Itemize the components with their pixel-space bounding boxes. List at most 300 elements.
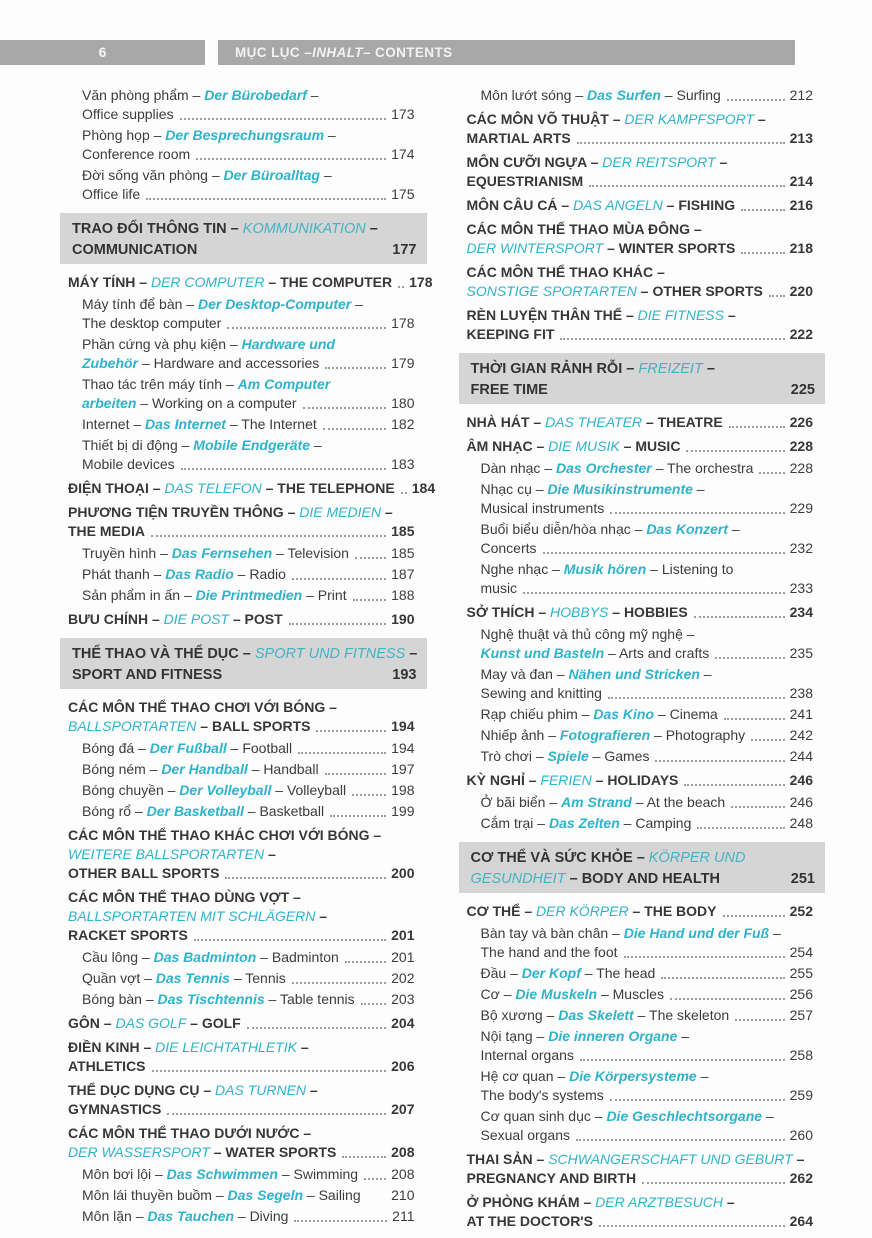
toc-entry-line xyxy=(481,644,814,663)
page-number: 180 xyxy=(391,395,415,411)
page-number: 194 xyxy=(391,718,415,734)
page-number: 225 xyxy=(790,382,815,398)
toc-entry xyxy=(60,1186,427,1205)
entry-text: – Tennis xyxy=(229,970,286,986)
entry-text: The hand and the foot xyxy=(480,944,618,960)
leader-dots xyxy=(303,407,387,409)
page-number: 185 xyxy=(391,523,415,539)
toc-entry-line xyxy=(82,948,415,967)
german-term: Das Badminton xyxy=(153,949,257,965)
entry-text: – The orchestra xyxy=(651,460,754,476)
page-number: 187 xyxy=(391,566,415,582)
entry-text: TRAO ĐỔI THÔNG TIN – xyxy=(72,221,243,237)
entry-text: THE MEDIA xyxy=(68,523,145,539)
german-term: arbeiten xyxy=(82,395,137,411)
page-number: 255 xyxy=(789,965,813,981)
entry-text: – xyxy=(380,504,393,520)
toc-entry-line xyxy=(467,413,814,432)
leader-dots xyxy=(227,327,386,329)
toc-entry xyxy=(60,698,427,736)
toc-entry-line xyxy=(82,1207,415,1226)
page-number: 211 xyxy=(392,1208,415,1224)
entry-text: CÁC MÔN THỂ THAO KHÁC CHƠI VỚI BÓNG – xyxy=(68,827,382,843)
entry-text: Cầu lông – xyxy=(82,949,154,965)
toc-entry xyxy=(459,625,826,663)
toc-entry-line xyxy=(481,1086,814,1105)
german-term: DAS TURNEN xyxy=(215,1082,307,1098)
toc-entry-line xyxy=(82,455,415,474)
page-number: 184 xyxy=(411,480,436,496)
entry-text: Bóng đá – xyxy=(82,740,150,756)
german-term: Der Fußball xyxy=(149,740,227,756)
entry-text: Môn lái thuyền buồm – xyxy=(82,1187,228,1203)
title-german: INHALT xyxy=(312,45,363,60)
german-term: Die Printmedien xyxy=(195,587,303,603)
entry-text: Đời sống văn phòng – xyxy=(82,167,224,183)
toc-entry xyxy=(459,747,826,766)
toc-entry-line xyxy=(82,990,415,1009)
toc-section-header xyxy=(60,638,427,689)
toc-entry-line xyxy=(467,153,814,172)
toc-entry-line xyxy=(471,379,816,400)
toc-entry-line xyxy=(68,1038,415,1057)
toc-entry xyxy=(60,1207,427,1226)
leader-dots xyxy=(401,492,407,494)
entry-text: Bóng chuyền – xyxy=(82,782,180,798)
german-term: DAS GOLF xyxy=(115,1015,187,1031)
german-term: Hardware und xyxy=(241,336,335,352)
german-term: Der Besprechungsraum xyxy=(165,127,325,143)
german-term: BALLSPORTARTEN MIT SCHLÄGERN xyxy=(68,908,316,924)
entry-text: Ở bãi biển – xyxy=(480,794,561,810)
toc-entry-line xyxy=(82,565,415,584)
leader-dots xyxy=(325,367,386,369)
toc-entry-line xyxy=(68,503,415,522)
entry-text: GÔN – xyxy=(68,1015,116,1031)
toc-entry-line xyxy=(481,579,814,598)
toc-column-left xyxy=(60,86,436,1234)
german-term: Das Internet xyxy=(145,416,226,432)
toc-entry xyxy=(60,781,427,800)
toc-entry-line xyxy=(467,110,814,129)
german-term: Spiele xyxy=(547,748,589,764)
leader-dots xyxy=(330,815,386,817)
entry-text: Office supplies xyxy=(82,106,174,122)
entry-text: Đầu – xyxy=(480,965,522,981)
toc-entry-line xyxy=(467,196,814,215)
toc-entry-line xyxy=(68,522,415,541)
entry-text: NHÀ HÁT – xyxy=(466,414,546,430)
entry-text: – FISHING xyxy=(662,197,736,213)
toc-entry xyxy=(459,196,826,215)
toc-entry-line xyxy=(72,643,417,664)
entry-text: – xyxy=(324,127,336,143)
entry-text: THAI SẢN – xyxy=(466,1151,549,1167)
entry-text: Nhạc cụ – xyxy=(480,481,548,497)
entry-text: CÁC MÔN THỂ THAO CHƠI VỚI BÓNG – xyxy=(68,699,337,715)
german-term: Zubehör xyxy=(82,355,138,371)
page-number: 173 xyxy=(391,106,415,122)
toc-entry xyxy=(60,166,427,204)
german-term: Die Geschlechtsorgane xyxy=(606,1108,763,1124)
entry-text: AT THE DOCTOR'S xyxy=(466,1213,593,1229)
entry-text: OTHER BALL SPORTS xyxy=(68,865,220,881)
german-term: DIE MEDIEN xyxy=(299,504,381,520)
leader-dots xyxy=(769,295,785,297)
leader-dots xyxy=(694,616,785,618)
page-number: 216 xyxy=(789,197,813,213)
toc-entry-line xyxy=(82,105,415,124)
toc-entry-line xyxy=(82,314,415,333)
german-term: Das Orchester xyxy=(556,460,652,476)
toc-entry-line xyxy=(481,665,814,684)
page-number: 242 xyxy=(789,727,813,743)
german-term: Das Kino xyxy=(593,706,655,722)
leader-dots xyxy=(759,472,784,474)
entry-text: Office life xyxy=(82,186,141,202)
toc-entry xyxy=(60,760,427,779)
toc-entry-line xyxy=(82,760,415,779)
german-term: Der Desktop-Computer xyxy=(197,296,352,312)
entry-text: Truyền hình – xyxy=(82,545,172,561)
toc-entry-line xyxy=(68,864,415,883)
entry-text: Thiết bị di động – xyxy=(82,437,194,453)
german-term: DAS THEATER xyxy=(545,414,643,430)
german-term: DAS ANGELN xyxy=(573,197,663,213)
toc-entry xyxy=(459,1027,826,1065)
toc-entry-line xyxy=(82,295,415,314)
entry-text: Mobile devices xyxy=(82,456,175,472)
german-term: SPORT UND FITNESS xyxy=(254,646,406,662)
leader-dots xyxy=(731,806,784,808)
entry-text: – THE COMPUTER xyxy=(264,274,393,290)
german-term: FREIZEIT xyxy=(638,361,703,377)
german-term: Das Segeln xyxy=(227,1187,304,1203)
entry-text: – xyxy=(723,307,736,323)
entry-text: – xyxy=(677,1028,690,1044)
toc-entry-line xyxy=(467,282,814,301)
entry-text: – Surfing xyxy=(660,87,721,103)
entry-text: Cơ – xyxy=(480,986,516,1002)
leader-dots xyxy=(352,794,386,796)
leader-dots xyxy=(355,557,386,559)
leader-dots xyxy=(146,198,386,200)
toc-entry-line xyxy=(467,1212,814,1231)
toc-entry-line xyxy=(481,924,814,943)
leader-dots xyxy=(325,773,387,775)
entry-text: – HOBBIES xyxy=(608,604,688,620)
entry-text: – Football xyxy=(226,740,293,756)
entry-text: – Radio xyxy=(233,566,286,582)
page-number: 233 xyxy=(789,580,813,596)
toc-entry-line xyxy=(481,560,814,579)
entry-text: ĐIỆN THOẠI – xyxy=(68,480,165,496)
entry-text: – xyxy=(728,521,740,537)
entry-text: GYMNASTICS xyxy=(68,1101,162,1117)
leader-dots xyxy=(686,450,784,452)
toc-entry xyxy=(60,826,427,883)
german-term: Mobile Endgeräte xyxy=(193,437,310,453)
leader-dots xyxy=(724,718,785,720)
leader-dots xyxy=(735,1019,784,1021)
leader-dots xyxy=(353,599,387,601)
entry-text: ÂM NHẠC – xyxy=(466,438,549,454)
entry-text: SỞ THÍCH – xyxy=(466,604,551,620)
entry-text: PREGNANCY AND BIRTH xyxy=(466,1170,637,1186)
toc-entry-line xyxy=(82,354,415,373)
toc-entry-line xyxy=(82,126,415,145)
page-number: 200 xyxy=(391,865,415,881)
toc-entry-line xyxy=(481,625,814,644)
toc-entry-line xyxy=(471,868,816,889)
german-term: Der Handball xyxy=(161,761,248,777)
page-number-badge xyxy=(0,40,205,65)
title-vietnamese: MỤC LỤC – xyxy=(235,45,313,60)
toc-entry xyxy=(459,705,826,724)
toc-entry-line xyxy=(68,1057,415,1076)
toc-entry xyxy=(60,415,427,434)
german-term: DIE POST xyxy=(163,611,229,627)
toc-entry xyxy=(459,793,826,812)
leader-dots xyxy=(589,185,784,187)
page-number: 244 xyxy=(789,748,813,764)
entry-text: Sản phẩm in ấn – xyxy=(82,587,196,603)
toc-entry xyxy=(459,413,826,432)
leader-dots xyxy=(364,1178,386,1180)
page-number: 203 xyxy=(391,991,415,1007)
page-number: 260 xyxy=(789,1127,813,1143)
entry-text: ATHLETICS xyxy=(68,1058,146,1074)
toc-entry xyxy=(60,948,427,967)
toc-entry-line xyxy=(467,172,814,191)
leader-dots xyxy=(247,1027,386,1029)
toc-entry-line xyxy=(68,845,415,864)
german-term: Das Tischtennis xyxy=(157,991,265,1007)
page-number: 229 xyxy=(789,500,813,516)
toc-entry-line xyxy=(467,1193,814,1212)
german-term: BALLSPORTARTEN xyxy=(68,718,197,734)
toc-entry-line xyxy=(481,705,814,724)
page-number: 213 xyxy=(789,130,813,146)
toc-entry-line xyxy=(467,1169,814,1188)
page-number: 212 xyxy=(789,87,813,103)
toc-entry-line xyxy=(481,1046,814,1065)
leader-dots xyxy=(580,1059,785,1061)
toc-entry-line xyxy=(82,739,415,758)
toc-entry xyxy=(459,665,826,703)
entry-text: MARTIAL ARTS xyxy=(466,130,571,146)
leader-dots xyxy=(316,730,386,732)
toc-entry-line xyxy=(82,436,415,455)
page-number: 257 xyxy=(789,1007,813,1023)
toc-entry-line xyxy=(68,698,415,717)
entry-text: Nội tạng – xyxy=(480,1028,549,1044)
entry-text: CƠ THỂ – xyxy=(466,903,537,919)
leader-dots xyxy=(523,592,785,594)
page-number: 246 xyxy=(789,794,813,810)
entry-text: – xyxy=(306,87,319,103)
leader-dots xyxy=(292,982,386,984)
toc-entry-line xyxy=(481,1107,814,1126)
entry-text: – xyxy=(792,1151,805,1167)
toc-column-right xyxy=(459,86,826,1234)
german-term: DER WINTERSPORT xyxy=(466,240,604,256)
page-number: 248 xyxy=(789,815,813,831)
toc-entry-line xyxy=(68,1100,415,1119)
leader-dots xyxy=(729,426,785,428)
leader-dots xyxy=(225,877,386,879)
toc-entry xyxy=(459,902,826,921)
entry-text: THỂ THAO VÀ THỂ DỤC – xyxy=(72,646,255,662)
leader-dots xyxy=(741,209,784,211)
toc-entry-line xyxy=(481,985,814,1004)
german-term: DIE FITNESS xyxy=(637,307,724,323)
page-number: 208 xyxy=(391,1166,415,1182)
german-term: DAS TELEFON xyxy=(164,480,262,496)
entry-text: CÁC MÔN THỂ THAO DÙNG VỢT – xyxy=(68,889,301,905)
toc-entry-line xyxy=(467,263,814,282)
entry-text: Phòng họp – xyxy=(82,127,166,143)
entry-text: – Hardware and accessories xyxy=(138,355,320,371)
leader-dots xyxy=(642,1182,785,1184)
entry-text: Cắm trại – xyxy=(480,815,549,831)
page-number: 193 xyxy=(392,667,417,683)
leader-dots xyxy=(576,1139,785,1141)
leader-dots xyxy=(599,1225,785,1227)
german-term: Die Musikinstrumente xyxy=(547,481,693,497)
toc-entry xyxy=(459,86,826,105)
entry-text: Internal organs xyxy=(480,1047,574,1063)
page-number: 206 xyxy=(391,1058,415,1074)
toc-entry-line xyxy=(471,847,816,868)
leader-dots xyxy=(670,998,785,1000)
leader-dots xyxy=(292,578,386,580)
toc-entry xyxy=(459,560,826,598)
page-number: 198 xyxy=(391,782,415,798)
toc-entry-line xyxy=(471,358,816,379)
entry-text: – xyxy=(722,1194,735,1210)
page-number: 175 xyxy=(391,186,415,202)
page-header xyxy=(0,0,872,65)
german-term: DER KÖRPER xyxy=(536,903,629,919)
toc-entry xyxy=(60,375,427,413)
entry-text: KỲ NGHỈ – xyxy=(466,772,541,788)
toc-entry xyxy=(459,814,826,833)
entry-text: May và đan – xyxy=(480,666,569,682)
toc-entry-line xyxy=(72,218,417,239)
contents-title-bar xyxy=(218,40,795,65)
page-number: 178 xyxy=(391,315,415,331)
entry-text: Môn lặn – xyxy=(82,1208,148,1224)
german-term: Das Tauchen xyxy=(147,1208,234,1224)
german-term: Die Muskeln xyxy=(515,986,598,1002)
entry-text: – Table tennis xyxy=(264,991,355,1007)
toc-entry xyxy=(459,306,826,344)
german-term: HOBBYS xyxy=(550,604,609,620)
german-term: Das Zelten xyxy=(548,815,620,831)
entry-text: – Cinema xyxy=(654,706,718,722)
entry-text: – xyxy=(306,1082,318,1098)
german-term: Fotografieren xyxy=(559,727,651,743)
leader-dots xyxy=(610,512,784,514)
entry-text: – OTHER SPORTS xyxy=(636,283,763,299)
german-term: FERIEN xyxy=(540,772,592,788)
entry-text: RÈN LUYỆN THÂN THỂ – xyxy=(466,307,638,323)
toc-entry xyxy=(60,1081,427,1119)
entry-text: – MUSIC xyxy=(619,438,681,454)
entry-text: – The head xyxy=(580,965,656,981)
page-number: 238 xyxy=(789,685,813,701)
entry-text: – POST xyxy=(228,611,283,627)
page-number: 259 xyxy=(789,1087,813,1103)
entry-text: ĐIỀN KINH – xyxy=(68,1039,156,1055)
page-number: 207 xyxy=(391,1101,415,1117)
entry-text: – WATER SPORTS xyxy=(209,1144,337,1160)
entry-text: – At the beach xyxy=(631,794,726,810)
entry-text: Dàn nhạc – xyxy=(480,460,556,476)
entry-text: Bóng rổ – xyxy=(82,803,147,819)
entry-text: – Volleyball xyxy=(271,782,347,798)
toc-entry-line xyxy=(481,86,814,105)
entry-text: – HOLIDAYS xyxy=(591,772,679,788)
entry-text: – xyxy=(715,154,728,170)
german-term: Das Radio xyxy=(165,566,234,582)
toc-entry-line xyxy=(481,520,814,539)
german-term: Das Skelett xyxy=(558,1007,634,1023)
toc-entry xyxy=(60,126,427,164)
entry-text: CÁC MÔN THỂ THAO KHÁC – xyxy=(466,264,665,280)
german-term: Das Schwimmen xyxy=(166,1166,278,1182)
page-number: 194 xyxy=(391,740,415,756)
toc-entry-line xyxy=(82,802,415,821)
toc-entry xyxy=(459,1107,826,1145)
entry-text: – xyxy=(296,1039,309,1055)
german-term: Der Kopf xyxy=(521,965,581,981)
entry-text: Hệ cơ quan – xyxy=(480,1068,570,1084)
german-term: Der Volleyball xyxy=(179,782,272,798)
entry-text: – THEATRE xyxy=(642,414,723,430)
entry-text: – The Internet xyxy=(225,416,317,432)
toc-entry xyxy=(459,603,826,622)
entry-text: – Muscles xyxy=(597,986,664,1002)
german-term: Nähen und Stricken xyxy=(568,666,700,682)
toc-entry xyxy=(459,726,826,745)
toc-entry-line xyxy=(481,943,814,962)
entry-text: – Diving xyxy=(234,1208,289,1224)
german-term: GESUNDHEIT xyxy=(470,871,566,887)
entry-text: – xyxy=(319,167,332,183)
leader-dots xyxy=(684,784,784,786)
leader-dots xyxy=(715,657,784,659)
toc-entry xyxy=(459,771,826,790)
page-number: 232 xyxy=(789,540,813,556)
header-gap xyxy=(205,40,218,65)
entry-text: Sewing and knitting xyxy=(480,685,602,701)
toc-entry-line xyxy=(467,603,814,622)
entry-text: Nhiếp ảnh – xyxy=(480,727,560,743)
entry-text: COMMUNICATION xyxy=(72,242,198,258)
entry-text: MÔN CÂU CÁ – xyxy=(466,197,574,213)
leader-dots xyxy=(181,468,387,470)
german-term: Am Strand xyxy=(561,794,632,810)
toc-entry-line xyxy=(82,1165,415,1184)
toc-entry xyxy=(60,990,427,1009)
toc-entry xyxy=(459,1006,826,1025)
toc-entry-line xyxy=(68,479,436,498)
toc-entry-line xyxy=(82,375,415,394)
entry-text: Môn bơi lội – xyxy=(82,1166,167,1182)
german-term: DER KAMPFSPORT xyxy=(624,111,755,127)
